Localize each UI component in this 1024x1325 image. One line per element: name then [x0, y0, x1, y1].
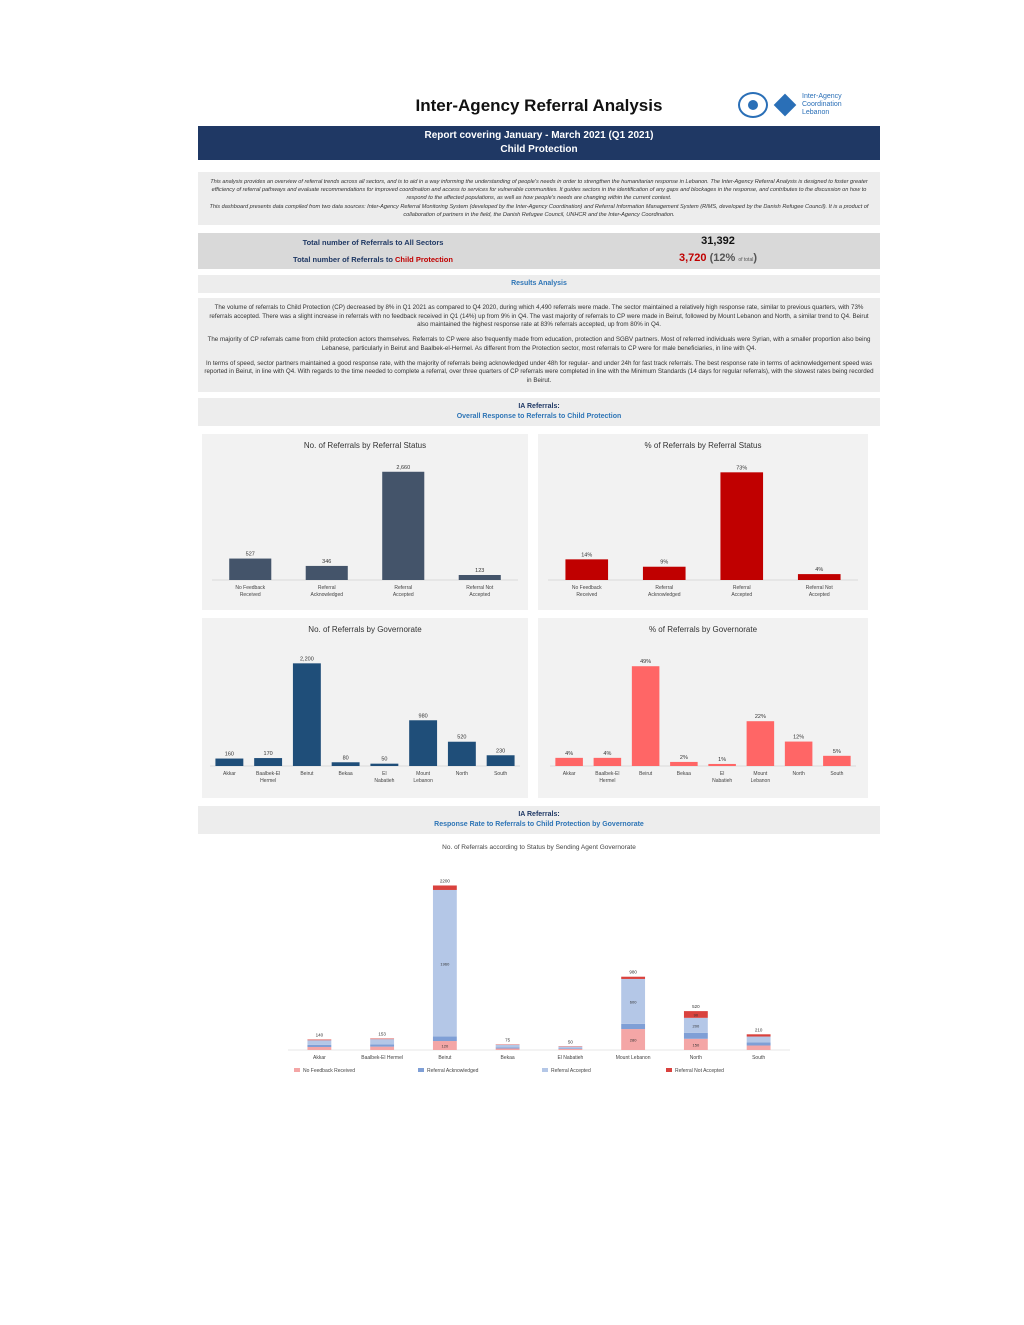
stack-bekaa-no-feedback-received [496, 1048, 520, 1049]
data-label-beirut: 49% [640, 658, 652, 665]
tick-label-el-nabatieh: El Nabatieh [712, 770, 733, 784]
chart-referrals-by-governorate-svg [202, 618, 528, 798]
chart-title: % of Referrals by Governorate [648, 624, 758, 634]
bar-baalbek-el-hermel [594, 757, 622, 765]
total-cp-label-sector: Child Protection [395, 255, 453, 265]
tick-label-south: South [494, 770, 508, 777]
stack-south-no-feedback-received [747, 1045, 771, 1049]
total-cp-pct: (12% [709, 252, 736, 265]
tick-label-mount-lebanon: Mount Lebanon [615, 1054, 651, 1061]
tick-label-north: North [455, 770, 468, 777]
stack-south-referral-accepted [747, 1036, 771, 1042]
bar-south [487, 755, 515, 766]
iac-emblem-icon [774, 94, 796, 116]
stack-bekaa-referral-accepted [496, 1044, 520, 1047]
total-label-north: 520 [692, 1003, 700, 1009]
bar-akkar [215, 758, 243, 765]
total-label-akkar: 140 [315, 1032, 324, 1038]
data-label-akkar: 160 [224, 751, 234, 758]
data-label-north: 12% [793, 734, 805, 741]
banner-period: Report covering January - March 2021 (Q1 2021) [424, 130, 654, 141]
bar-el-nabatieh [370, 763, 398, 765]
bar-baalbek-el-hermel [254, 758, 282, 766]
tick-label-referral-accepted: Referral Accepted [392, 584, 414, 598]
chart-pct-by-status-svg [538, 434, 868, 610]
tick-label-referral-acknowledged: Referral Acknowledged [310, 584, 344, 598]
stack-baalbek-el-hermel-referral-accepted [370, 1039, 394, 1044]
data-label-referral-not-accepted: 123 [475, 567, 485, 574]
tick-label-no-feedback-received: No Feedback Received [571, 584, 602, 598]
charts-grid [198, 430, 880, 800]
stack-label-north-referral-not-accepted: 90 [693, 1012, 699, 1018]
bar-north [785, 741, 813, 765]
chart-title: No. of Referrals by Referral Status [303, 440, 427, 450]
stack-el-nabatieh-no-feedback-received [558, 1049, 582, 1050]
bar-no-feedback-received [565, 559, 608, 580]
legend-swatch-referral-acknowledged [418, 1068, 424, 1072]
chart-status-by-governorate [198, 838, 880, 1088]
data-label-el-nabatieh: 50 [381, 756, 388, 763]
chart-title: % of Referrals by Referral Status [644, 440, 762, 450]
total-label-bekaa: 75 [505, 1037, 511, 1043]
bar-north [448, 741, 476, 765]
tick-label-akkar: Akkar [222, 770, 236, 777]
results-paragraph-3: In terms of speed, sector partners maintained a good response rate, with the majority of referrals being acknowledged under 48h for regular- and under 24h for fast track referrals. The best response rate in terms of acknowledgement speed was reported in Beirut, in line with Q4. With regards to the time needed to complete a referral, over three quarters of CP referrals were completed in line with the Minimum Standards (14 days for regular referrals), with the slowest rates being recorded in Beirut. [204, 359, 874, 384]
total-cp-value [638, 252, 798, 264]
chart-pct-by-governorate-svg [538, 618, 868, 798]
chart-referrals-by-status [202, 434, 528, 610]
title-row [198, 90, 880, 126]
intro-paragraph-1: This analysis provides an overview of referral trends across all sectors, and is to aid in a way informing the understanding of people's needs in order to strengthen the humanitarian response in Lebanon. The Inter-Agency Referral Analysis is designed to foster greater efficiency of referral pathways and evaluate recommendations for improved coordination and access to services for vulnerable communities. It guides sectors in the identification of any gaps and blockages in the response, and contributes to the discussion on how to respond to the affected populations, as well as how people's needs are changing within the current context. [210, 179, 868, 202]
chart-status-by-governorate-svg [198, 838, 880, 1088]
data-label-north: 520 [457, 734, 467, 741]
data-label-south: 230 [496, 747, 506, 754]
stack-mount-lebanon-referral-acknowledged [621, 1023, 645, 1028]
bar-bekaa [332, 762, 360, 766]
results-box [198, 298, 880, 392]
legend-label-referral-acknowledged: Referral Acknowledged [427, 1067, 479, 1074]
data-label-no-feedback-received: 14% [581, 551, 593, 558]
tick-label-baalbek-el-hermel: Baalbek-El Hermel [595, 770, 620, 784]
stack-mount-lebanon-referral-not-accepted [621, 976, 645, 978]
stack-south-referral-acknowledged [747, 1042, 771, 1045]
stack-el-nabatieh-referral-acknowledged [558, 1048, 582, 1049]
tick-label-bekaa: Bekaa [676, 770, 691, 777]
results-paragraph-2: The majority of CP referrals came from child protection actors themselves. Referrals to CP were also frequently made from education, protection and SGBV partners. Most of referred individuals were Syrian, with a smaller proportion also being Lebanese, particularly in Beirut and Baalbek-el-Hermel. As different from the Protection sector, most referrals to CP were for male beneficiaries, in line with Q4. [207, 336, 871, 352]
stack-label-mount-lebanon-no-feedback-received: 280 [629, 1037, 637, 1043]
banner-sector: Child Protection [500, 144, 578, 155]
intro-box [198, 172, 880, 225]
overall-heading-line2: Overall Response to Referrals to Child Protection [456, 412, 622, 420]
bar-beirut [293, 663, 321, 766]
legend-swatch-no-feedback-received [294, 1068, 300, 1072]
bar-mount-lebanon [409, 720, 437, 766]
page-title: Inter-Agency Referral Analysis [415, 96, 663, 115]
total-label-baalbek-el-hermel: 153 [378, 1031, 386, 1037]
bar-referral-accepted [382, 471, 424, 579]
data-label-el-nabatieh: 1% [718, 756, 727, 763]
bar-referral-acknowledged [306, 566, 348, 580]
tick-label-referral-acknowledged: Referral Acknowledged [647, 584, 681, 598]
data-label-referral-not-accepted: 4% [815, 566, 824, 573]
results-paragraph-1: The volume of referrals to Child Protection (CP) decreased by 8% in Q1 2021 as compared to Q4 2020, during which 4,490 referrals were made. The sector maintained a relatively high response rate, similar to previous quarters, with 73% referrals accepted. There was a slight increase in referrals with no feedback received in Q1 (14%) up from 9% in Q4. The vast majority of referrals to CP were made in Beirut, followed by Mount Lebanon and North, a similar trend to Q4. Beirut also maintained the highest response rate at 83% referrals accepted, up from 80% in Q4. [209, 304, 869, 329]
tick-label-north: North [792, 770, 805, 777]
total-label-mount-lebanon: 980 [629, 969, 637, 975]
stack-akkar-referral-not-accepted [307, 1039, 331, 1040]
chart-pct-by-status [538, 434, 868, 610]
totals-box [198, 233, 880, 269]
data-label-south: 5% [832, 748, 841, 755]
tick-label-beirut: Beirut [300, 770, 314, 777]
data-label-referral-accepted: 2,660 [396, 464, 411, 471]
chart-title: No. of Referrals by Governorate [308, 624, 422, 634]
data-label-referral-accepted: 73% [736, 464, 748, 471]
tick-label-bekaa: Bekaa [338, 770, 353, 777]
data-label-referral-acknowledged: 9% [660, 559, 669, 566]
bar-referral-acknowledged [643, 566, 686, 579]
logo-group [738, 92, 858, 118]
stack-label-mount-lebanon-referral-accepted: 600 [629, 999, 637, 1005]
tick-label-referral-not-accepted: Referral Not Accepted [805, 584, 833, 598]
tick-label-beirut: Beirut [639, 770, 653, 777]
legend-swatch-referral-not-accepted [666, 1068, 672, 1072]
total-cp-close: ) [753, 252, 758, 265]
stack-bekaa-referral-acknowledged [496, 1047, 520, 1048]
data-label-bekaa: 2% [679, 754, 688, 761]
tick-label-referral-not-accepted: Referral Not Accepted [466, 584, 494, 598]
tick-label-baalbek-el-hermel: Baalbek-El Hermel [361, 1054, 403, 1061]
bar-akkar [555, 757, 583, 765]
tick-label-akkar: Akkar [562, 770, 576, 777]
bar-bekaa [670, 762, 698, 766]
response-heading-line2: Response Rate to Referrals to Child Protection by Governorate [434, 820, 644, 828]
stack-beirut-referral-acknowledged [433, 1036, 457, 1040]
bar-mount-lebanon [747, 721, 775, 766]
total-label-el-nabatieh: 50 [567, 1038, 573, 1044]
data-label-beirut: 2,200 [299, 655, 314, 662]
bar-referral-accepted [720, 472, 763, 580]
bar-referral-not-accepted [798, 574, 841, 580]
stack-akkar-referral-accepted [307, 1040, 331, 1044]
tick-label-south: South [830, 770, 844, 777]
data-label-baalbek-el-hermel: 170 [263, 750, 273, 757]
tick-label-north: North [689, 1054, 702, 1061]
response-heading-line1: IA Referrals: [518, 810, 560, 818]
bar-south [823, 755, 851, 765]
tick-label-el-nabatieh: El Nabatieh [374, 770, 395, 784]
overall-heading [198, 398, 880, 426]
response-heading [198, 806, 880, 834]
tick-label-akkar: Akkar [312, 1054, 326, 1061]
data-label-bekaa: 80 [342, 754, 349, 761]
stack-akkar-no-feedback-received [307, 1047, 331, 1050]
stack-beirut-referral-not-accepted [433, 885, 457, 889]
tick-label-mount-lebanon: Mount Lebanon [750, 770, 771, 784]
data-label-referral-acknowledged: 346 [322, 558, 332, 565]
tick-label-baalbek-el-hermel: Baalbek-El Hermel [256, 770, 281, 784]
stack-baalbek-el-hermel-no-feedback-received [370, 1046, 394, 1049]
legend-swatch-referral-accepted [542, 1068, 548, 1072]
total-cp-pct-suffix: of total [738, 257, 754, 264]
legend-label-referral-not-accepted: Referral Not Accepted [675, 1067, 724, 1074]
total-cp-number: 3,720 [678, 252, 707, 265]
bar-no-feedback-received [229, 558, 271, 579]
data-label-baalbek-el-hermel: 4% [603, 750, 612, 757]
chart-pct-by-governorate [538, 618, 868, 798]
data-label-no-feedback-received: 527 [245, 551, 255, 558]
tick-label-el-nabatieh: El Nabatieh [557, 1054, 584, 1061]
total-cp-label [198, 255, 548, 264]
legend-label-referral-accepted: Referral Accepted [551, 1067, 591, 1074]
tick-label-south: South [752, 1054, 766, 1061]
stack-label-beirut-referral-accepted: 1960 [440, 960, 450, 966]
chart-referrals-by-status-svg [202, 434, 528, 610]
total-cp-label-prefix: Total number of Referrals to [293, 255, 393, 265]
report-banner [198, 126, 880, 160]
tick-label-beirut: Beirut [438, 1054, 452, 1061]
stack-baalbek-el-hermel-referral-acknowledged [370, 1044, 394, 1046]
total-label-beirut: 2200 [439, 878, 450, 884]
tick-label-referral-accepted: Referral Accepted [731, 584, 753, 598]
data-label-mount-lebanon: 22% [754, 713, 766, 720]
stack-label-north-no-feedback-received: 150 [692, 1042, 700, 1048]
tick-label-bekaa: Bekaa [500, 1054, 515, 1061]
results-heading: Results Analysis [198, 275, 880, 293]
tick-label-mount-lebanon: Mount Lebanon [413, 770, 433, 784]
stack-north-referral-acknowledged [684, 1032, 708, 1038]
stack-el-nabatieh-referral-accepted [558, 1046, 582, 1047]
stack-label-beirut-no-feedback-received: 120 [441, 1043, 449, 1049]
total-all-value: 31,392 [701, 235, 735, 248]
data-label-akkar: 4% [565, 750, 574, 757]
stack-akkar-referral-acknowledged [307, 1044, 331, 1046]
chart-title: No. of Referrals according to Status by Sending Agent Governorate [442, 843, 636, 851]
total-label-south: 210 [754, 1026, 763, 1032]
bar-beirut [632, 666, 660, 766]
overall-heading-line1: IA Referrals: [518, 402, 560, 410]
stack-south-referral-not-accepted [747, 1034, 771, 1036]
stack-baalbek-el-hermel-referral-not-accepted [370, 1038, 394, 1039]
report-page [198, 90, 880, 1088]
total-all-label: Total number of Referrals to All Sectors [302, 238, 444, 248]
chart-referrals-by-governorate [202, 618, 528, 798]
stack-label-north-referral-accepted: 200 [692, 1022, 700, 1028]
data-label-mount-lebanon: 980 [418, 712, 428, 719]
intro-paragraph-2: This dashboard presents data compiled from two data sources: Inter-Agency Referral Monitoring System (developed by the Inter-Agency Coordination) and Referral Information Management System (RIMS, developed by the Danish Refugee Council). It is a product of collaboration of partners in the field, the Danish Refugee Council, UNHCR and the Inter-Agency Coordination. [209, 203, 869, 218]
tick-label-no-feedback-received: No Feedback Received [235, 584, 266, 598]
legend-label-no-feedback-received: No Feedback Received [303, 1067, 355, 1074]
iac-logo-text: Inter-Agency Coordination Lebanon [802, 93, 842, 116]
bar-el-nabatieh [708, 764, 736, 766]
un-emblem-icon [738, 92, 768, 118]
bar-referral-not-accepted [459, 575, 501, 580]
